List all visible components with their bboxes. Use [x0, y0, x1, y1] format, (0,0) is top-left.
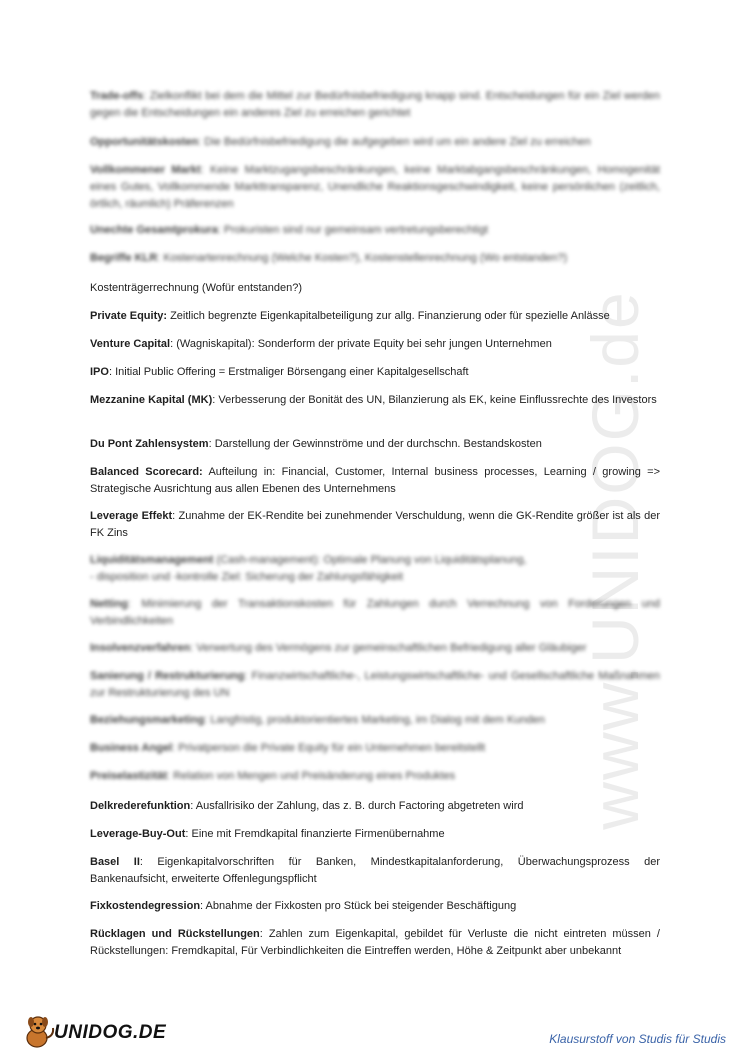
- entry-definition: (Wagniskapital): Sonderform der private Equity bei sehr jungen Unternehmen: [173, 338, 552, 350]
- entry-term: Liquiditätsmanagement: [90, 554, 214, 566]
- glossary-entry: [90, 768, 660, 785]
- entry-definition: Abnahme der Fixkosten pro Stück bei steigender Beschäftigung: [203, 900, 517, 912]
- entry-term: Begriffe KLR: [90, 252, 158, 264]
- entry-definition: (Cash-management): Optimale Planung von Liquiditätsplanung, - disposition und -kontrolle Ziel: Sicherung der Zahlungsfähigkeit: [90, 554, 527, 583]
- entry-definition: Kostenartenrechnung (Welche Kosten?), Kostenstellenrechnung (Wo entstanden?): [160, 252, 568, 264]
- glossary-entry: [90, 392, 660, 409]
- entry-term: Insolvenzverfahren: [90, 642, 191, 654]
- entry-definition: Zahlen zum Eigenkapital, gebildet für Verluste die nicht eintreten müssen / Rückstellungen: Fremdkapital, Für Verbindlichkeiten die Eintreffen werden, Höhe & Zeitpunkt aber unbekannt: [90, 928, 660, 957]
- glossary-entry: [90, 162, 660, 213]
- entry-separator: :: [190, 800, 194, 812]
- entry-definition: Privatperson die Private Equity für ein Unternehmen bereitstellt: [175, 742, 486, 754]
- glossary-entry: [90, 508, 660, 542]
- glossary-entry: [90, 250, 660, 267]
- entry-separator: :: [217, 224, 221, 236]
- glossary-entry: [90, 436, 660, 453]
- glossary-entry: [90, 798, 660, 815]
- entry-term: Rücklagen und Rückstellungen: [90, 928, 260, 940]
- entry-definition: Prokuristen sind nur gemeinsam vertretungsberechtigt: [220, 224, 489, 236]
- glossary-entry: [90, 134, 660, 151]
- glossary-entry: [90, 740, 660, 757]
- entry-definition: Kostenträgerrechnung (Wofür entstanden?): [90, 282, 302, 294]
- glossary-entry: [90, 308, 660, 325]
- entry-term: IPO: [90, 366, 109, 378]
- entry-definition: Eigenkapitalvorschriften für Banken, Mindestkapitalanforderung, Überwachungsprozess der Bankenaufsicht, erweiterte Offenlegungspflicht: [90, 856, 660, 885]
- logo-text: UNIDOG.DE: [54, 1022, 167, 1043]
- entry-definition: Keine Marktzugangsbeschränkungen, keine Marktabgangsbeschränkungen, Homogenität eines Gutes, Vollkommende Markttransparenz, Unendliche Reaktionsgeschwindigkeit, keine persönlichen (zeitlich, örtlich, räumlich) Präferenzen: [90, 164, 660, 210]
- entry-definition: Eine mit Fremdkapital finanzierte Firmenübernahme: [188, 828, 445, 840]
- dog-mascot-icon: [22, 1014, 56, 1050]
- entry-definition: Verwertung des Vermögens zur gemeinschaftlichen Befriedigung aller Gläubiger: [193, 642, 587, 654]
- glossary-entry: [90, 596, 660, 630]
- entry-term: Balanced Scorecard:: [90, 466, 203, 478]
- entry-term: Preiselastizität: [90, 770, 168, 782]
- glossary-entry: [90, 926, 660, 960]
- entry-separator: :: [204, 714, 208, 726]
- glossary-entry: [90, 898, 660, 915]
- entry-term: Basel II: [90, 856, 140, 868]
- entry-definition: Langfristig, produktorientiertes Marketing, im Dialog mit dem Kunden: [207, 714, 545, 726]
- entry-term: Venture Capital: [90, 338, 171, 350]
- entry-term: Sanierung / Restrukturierung: [90, 670, 245, 682]
- entry-separator: :: [190, 642, 194, 654]
- entry-separator: :: [200, 164, 204, 176]
- entry-separator: :: [198, 136, 202, 148]
- entry-term: Leverage-Buy-Out: [90, 828, 186, 840]
- entry-separator: :: [208, 438, 212, 450]
- glossary-entry: [90, 364, 660, 381]
- glossary-entry: [90, 668, 660, 702]
- entry-separator: :: [172, 510, 176, 522]
- entry-definition: Verbesserung der Bonität des UN, Bilanzierung als EK, keine Einflussrechte des Investors: [215, 394, 657, 406]
- entry-separator: :: [157, 252, 161, 264]
- entry-term: Unechte Gesamtprokura: [90, 224, 218, 236]
- entry-definition: Darstellung der Gewinnströme und der durchschn. Bestandskosten: [211, 438, 542, 450]
- glossary-entry: [90, 280, 660, 297]
- entry-term: Opportunitätskosten: [90, 136, 199, 148]
- entry-definition: Minimierung der Transaktionskosten für Zahlungen durch Verrechnung von Forderungen und Verbindlichkeiten: [90, 598, 660, 627]
- glossary-entry: [90, 88, 660, 122]
- entry-definition: Zeitlich begrenzte Eigenkapitalbeteiligung zur allg. Finanzierung oder für spezielle Anlässe: [167, 310, 610, 322]
- entry-definition: Zielkonflikt bei dem die Mittel zur Bedürfnisbefriedigung knapp sind. Entscheidungen für ein Ziel werden gegen die Entscheidungen ein anderes Ziel zu erreichen gerichtet: [90, 90, 660, 119]
- entry-separator: :: [170, 338, 174, 350]
- footer-tagline: Klausurstoff von Studis für Studis: [549, 1032, 726, 1046]
- entry-separator: :: [127, 598, 131, 610]
- entry-separator: :: [244, 670, 248, 682]
- entry-term: Netting: [90, 598, 128, 610]
- entry-separator: :: [212, 394, 216, 406]
- entry-separator: :: [259, 928, 263, 940]
- glossary-entry: [90, 222, 660, 239]
- glossary-entry: [90, 464, 660, 498]
- entry-term: Beziehungsmarketing: [90, 714, 205, 726]
- glossary-entry: [90, 640, 660, 657]
- glossary-entry: [90, 826, 660, 843]
- entry-separator: :: [139, 856, 143, 868]
- entry-definition: Relation von Mengen und Preisänderung eines Produktes: [170, 770, 456, 782]
- glossary-entry: [90, 712, 660, 729]
- watermark: www.UNIDOG.de: [578, 290, 652, 830]
- entry-term: Leverage Effekt: [90, 510, 173, 522]
- entry-separator: :: [200, 900, 204, 912]
- entry-separator: :: [172, 742, 176, 754]
- entry-separator: :: [167, 770, 171, 782]
- entry-definition: Aufteilung in: Financial, Customer, Internal business processes, Learning / growing => Strategische Ausrichtung aus allen Ebenen des Unternehmens: [90, 466, 661, 495]
- glossary-entry: [90, 854, 660, 888]
- entry-term: Private Equity:: [90, 310, 168, 322]
- entry-term: Delkrederefunktion: [90, 800, 191, 812]
- entry-term: Vollkommener Markt: [90, 164, 201, 176]
- entry-separator: :: [108, 366, 113, 378]
- entry-definition: Die Bedürfnisbefriedigung die aufgegeben wird um ein andere Ziel zu erreichen: [201, 136, 591, 148]
- entry-term: Trade-offs: [90, 90, 144, 102]
- entry-term: Fixkostendegression: [90, 900, 201, 912]
- glossary-entry: [90, 336, 660, 353]
- glossary-entry: [90, 552, 660, 586]
- entry-term: Mezzanine Kapital (MK): [90, 394, 213, 406]
- entry-definition: Initial Public Offering = Erstmaliger Börsengang einer Kapitalgesellschaft: [112, 366, 469, 378]
- entry-separator: :: [185, 828, 189, 840]
- entry-definition: Zunahme der EK-Rendite bei zunehmender Verschuldung, wenn die GK-Rendite größer ist als der FK Zins: [90, 510, 660, 539]
- entry-term: Du Pont Zahlensystem: [90, 438, 209, 450]
- entry-definition: Ausfallrisiko der Zahlung, das z. B. durch Factoring abgetreten wird: [193, 800, 524, 812]
- entry-separator: :: [143, 90, 147, 102]
- entry-definition: Finanzwirtschaftliche-, Leistungswirtschaftliche- und Gesellschaftliche Maßnahmen zur Restrukturierung des UN: [90, 670, 660, 699]
- entry-term: Business Angel: [90, 742, 173, 754]
- unidog-logo: [22, 1014, 167, 1050]
